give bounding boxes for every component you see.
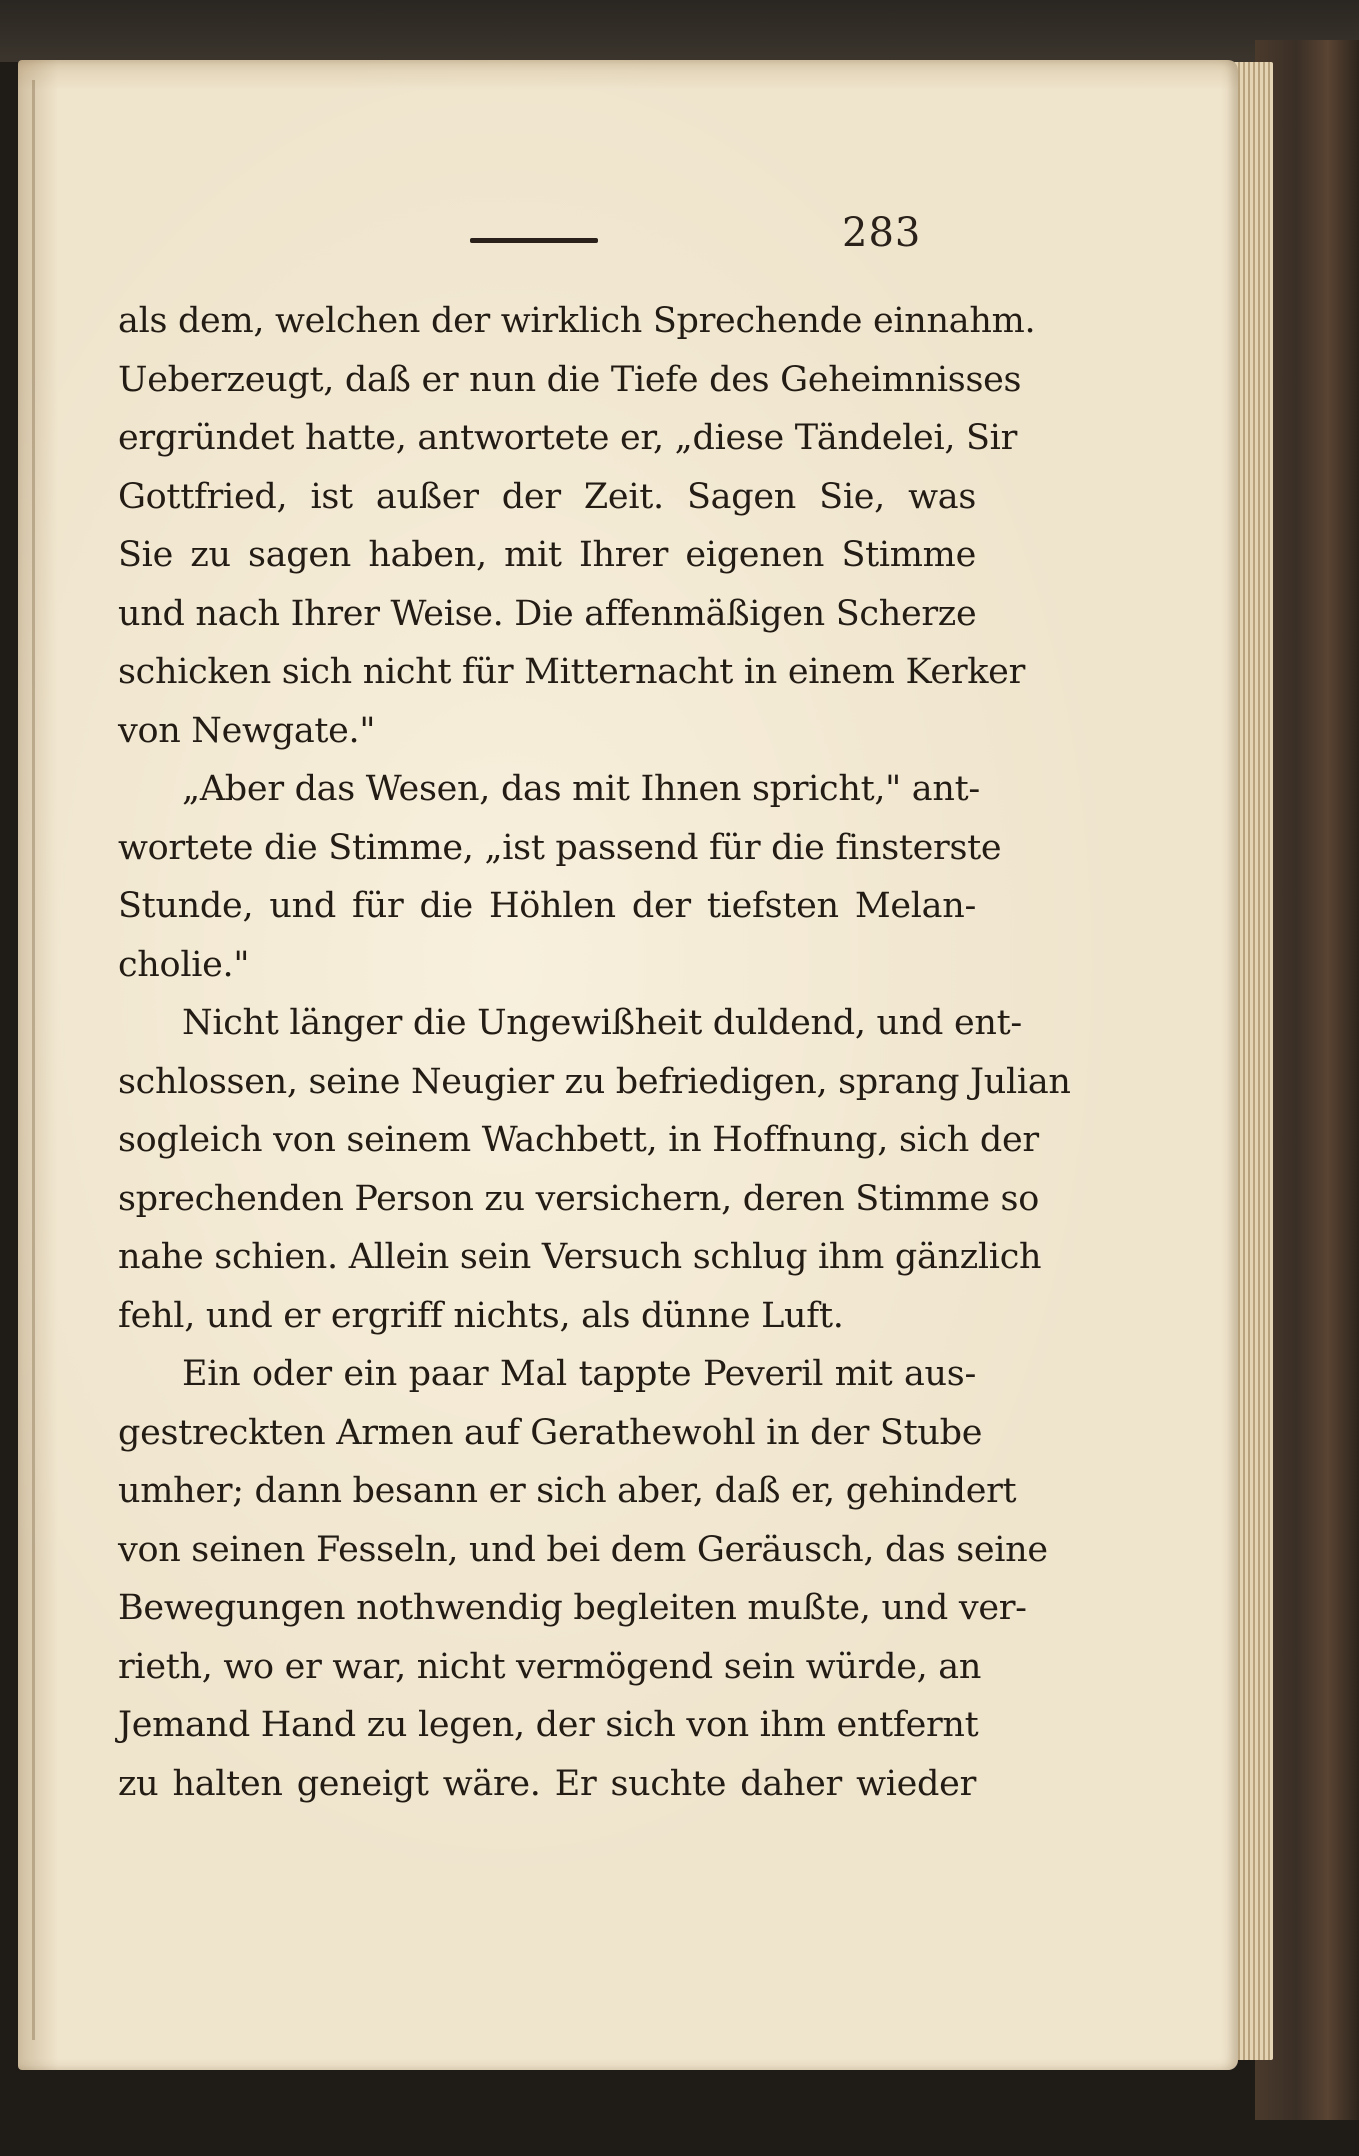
text-line: fehl, und er ergriff nichts, als dünne Luft. [118,1295,844,1336]
text-line: Ein oder ein paar Mal tappte Peveril mit aus- [182,1354,976,1394]
text-line: schlossen, seine Neugier zu befriedigen, sprang Julian [118,1061,1071,1102]
text-line: Nicht länger die Ungewißheit duldend, und ent- [182,1003,1022,1043]
text-line: umher; dann besann er sich aber, daß er, gehindert [118,1471,1017,1511]
text-line: von Newgate." [118,710,376,751]
text-line: „Aber das Wesen, das mit Ihnen spricht," ant- [182,769,980,809]
text-line: Bewegungen nothwendig begleiten mußte, und ver- [118,1588,1027,1628]
body-text [118,292,1071,1813]
text-line: ergründet hatte, antwortete er, „diese Tändelei, Sir [118,418,1017,458]
page-number: 283 [842,210,922,256]
text-line: schicken sich nicht für Mitternacht in einem Kerker [118,652,1026,692]
text-line: und nach Ihrer Weise. Die affenmäßigen Scherze [118,593,977,634]
gutter-shadow [32,80,35,2040]
binding-top-strip [0,0,1359,62]
text-line: zu halten geneigt wäre. Er suchte daher wieder [118,1763,976,1804]
text-line: von seinen Fesseln, und bei dem Geräusch, das seine [118,1529,1048,1570]
text-line: rieth, wo er war, nicht vermögend sein würde, an [118,1646,982,1687]
text-line: Ueberzeugt, daß er nun die Tiefe des Geheimnisses [118,359,1022,400]
text-line: Gottfried, ist außer der Zeit. Sagen Sie, was [118,476,976,517]
running-header [0,210,1359,256]
text-line: sprechenden Person zu versichern, deren Stimme so [118,1178,1039,1219]
text-line: gestreckten Armen auf Gerathewohl in der Stube [118,1412,983,1453]
text-line: Stunde, und für die Höhlen der tiefsten Melan- [118,886,976,926]
header-rule [470,238,598,243]
text-line: wortete die Stimme, „ist passend für die finsterste [118,827,1002,868]
text-line: cholie." [118,944,250,985]
text-line: Jemand Hand zu legen, der sich von ihm entfernt [118,1705,979,1745]
text-line: Sie zu sagen haben, mit Ihrer eigenen Stimme [118,535,976,575]
text-line: sogleich von seinem Wachbett, in Hoffnung, sich der [118,1120,1039,1160]
text-line: nahe schien. Allein sein Versuch schlug ihm gänzlich [118,1237,1042,1277]
text-line: als dem, welchen der wirklich Sprechende einnahm. [118,301,1036,341]
